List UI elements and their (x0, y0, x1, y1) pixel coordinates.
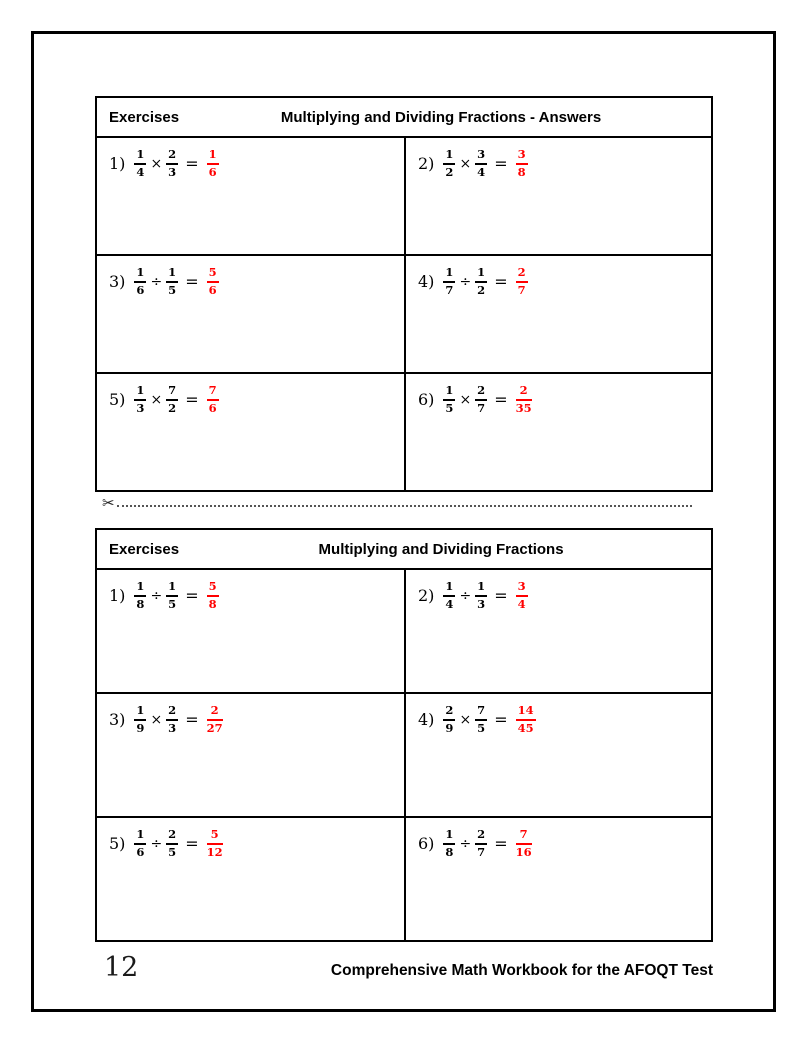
equation-4 (418, 704, 711, 736)
denominator: 7 (445, 282, 454, 297)
numerator: 7 (516, 828, 532, 845)
fraction-operand-2 (475, 580, 487, 612)
equals-sign: = (494, 834, 508, 854)
operator: ÷ (459, 835, 472, 852)
numerator: 1 (443, 580, 455, 597)
fraction-operand-1 (134, 266, 146, 298)
fraction-operand-2 (166, 384, 178, 416)
denominator: 8 (445, 844, 454, 859)
numerator: 1 (134, 384, 146, 401)
problem-number: 1) (109, 154, 126, 174)
answer-fraction (516, 384, 532, 416)
denominator: 2 (445, 164, 454, 179)
fraction-operand-2 (166, 580, 178, 612)
numerator: 2 (443, 704, 455, 721)
equation-1 (109, 148, 404, 180)
numerator: 3 (516, 580, 528, 597)
denominator: 6 (208, 282, 217, 297)
fraction-operand-1 (443, 384, 455, 416)
operator: × (150, 391, 163, 408)
answer-fraction (516, 266, 528, 298)
operator: ÷ (150, 273, 163, 290)
problem-number: 3) (109, 710, 126, 730)
answer-fraction (516, 580, 528, 612)
equals-sign: = (494, 154, 508, 174)
numerator: 3 (516, 148, 528, 165)
denominator: 8 (136, 596, 145, 611)
numerator: 2 (516, 384, 532, 401)
exercises-label: Exercises (109, 108, 180, 126)
problem-cell-1 (97, 138, 404, 254)
numerator: 7 (207, 384, 219, 401)
exercises-label: Exercises (109, 540, 180, 558)
table-row (97, 138, 711, 254)
problem-cell-5 (97, 374, 404, 490)
table-row (97, 254, 711, 372)
equation-6 (418, 384, 711, 416)
problem-cell-6 (404, 374, 711, 490)
problem-number: 3) (109, 272, 126, 292)
operator: ÷ (459, 587, 472, 604)
fraction-operand-1 (134, 704, 146, 736)
denominator: 9 (136, 720, 145, 735)
numerator: 1 (443, 148, 455, 165)
fraction-operand-2 (475, 384, 487, 416)
fraction-operand-1 (134, 148, 146, 180)
denominator: 4 (136, 164, 145, 179)
problem-cell-4 (404, 694, 711, 816)
denominator: 9 (445, 720, 454, 735)
numerator: 1 (443, 384, 455, 401)
denominator: 6 (136, 844, 145, 859)
fraction-operand-1 (443, 266, 455, 298)
denominator: 5 (477, 720, 486, 735)
numerator: 2 (166, 148, 178, 165)
problem-number: 5) (109, 390, 126, 410)
answer-fraction (207, 266, 219, 298)
problem-cell-5 (97, 818, 404, 940)
numerator: 1 (207, 148, 219, 165)
denominator: 4 (445, 596, 454, 611)
numerator: 1 (134, 828, 146, 845)
equals-sign: = (494, 272, 508, 292)
fraction-operand-2 (166, 828, 178, 860)
dotted-line (117, 505, 692, 507)
equals-sign: = (185, 586, 199, 606)
fraction-operand-2 (475, 704, 487, 736)
scissors-icon: ✂ (102, 494, 115, 512)
problem-number: 2) (418, 154, 435, 174)
equals-sign: = (494, 710, 508, 730)
operator: ÷ (150, 587, 163, 604)
cut-line (102, 494, 692, 512)
answer-fraction (516, 704, 536, 736)
operator: × (150, 155, 163, 172)
numerator: 3 (475, 148, 487, 165)
problem-number: 2) (418, 586, 435, 606)
operator: × (150, 711, 163, 728)
table-row (97, 816, 711, 940)
numerator: 5 (207, 266, 219, 283)
denominator: 27 (206, 720, 223, 735)
denominator: 6 (208, 400, 217, 415)
table-row (97, 372, 711, 490)
numerator: 2 (166, 704, 178, 721)
answer-fraction (207, 580, 219, 612)
denominator: 3 (477, 596, 486, 611)
exercises-table (95, 528, 713, 942)
fraction-operand-2 (475, 266, 487, 298)
denominator: 3 (168, 720, 177, 735)
denominator: 7 (477, 400, 486, 415)
exercises-table-header (97, 530, 711, 570)
answer-fraction (207, 828, 223, 860)
denominator: 4 (517, 596, 526, 611)
numerator: 2 (516, 266, 528, 283)
problem-cell-2 (404, 570, 711, 692)
fraction-operand-2 (166, 148, 178, 180)
problem-number: 6) (418, 834, 435, 854)
operator: × (459, 155, 472, 172)
numerator: 1 (166, 266, 178, 283)
equation-2 (418, 580, 711, 612)
fraction-operand-2 (166, 266, 178, 298)
equation-4 (418, 266, 711, 298)
numerator: 7 (475, 704, 487, 721)
problem-cell-6 (404, 818, 711, 940)
equation-5 (109, 828, 404, 860)
problem-number: 4) (418, 710, 435, 730)
answer-fraction (207, 148, 219, 180)
equals-sign: = (185, 272, 199, 292)
equals-sign: = (185, 154, 199, 174)
fraction-operand-1 (134, 580, 146, 612)
equation-1 (109, 580, 404, 612)
fraction-operand-1 (443, 148, 455, 180)
page-number: 12 (104, 952, 139, 983)
problem-cell-4 (404, 256, 711, 372)
numerator: 7 (166, 384, 178, 401)
equals-sign: = (494, 586, 508, 606)
numerator: 1 (166, 580, 178, 597)
numerator: 14 (516, 704, 536, 721)
problem-cell-3 (97, 694, 404, 816)
answer-fraction (516, 828, 532, 860)
operator: ÷ (150, 835, 163, 852)
fraction-operand-2 (166, 704, 178, 736)
denominator: 45 (517, 720, 534, 735)
fraction-operand-1 (443, 580, 455, 612)
denominator: 6 (136, 282, 145, 297)
equals-sign: = (185, 390, 199, 410)
fraction-operand-2 (475, 148, 487, 180)
equals-sign: = (185, 710, 199, 730)
denominator: 6 (208, 164, 217, 179)
denominator: 4 (477, 164, 486, 179)
equation-6 (418, 828, 711, 860)
numerator: 1 (443, 828, 455, 845)
denominator: 5 (168, 844, 177, 859)
numerator: 1 (134, 266, 146, 283)
fraction-operand-2 (475, 828, 487, 860)
denominator: 3 (136, 400, 145, 415)
problem-cell-2 (404, 138, 711, 254)
equation-2 (418, 148, 711, 180)
answers-table-header (97, 98, 711, 138)
equation-3 (109, 704, 404, 736)
numerator: 1 (134, 580, 146, 597)
numerator: 2 (207, 704, 223, 721)
operator: ÷ (459, 273, 472, 290)
numerator: 1 (134, 704, 146, 721)
denominator: 35 (515, 400, 532, 415)
problem-number: 6) (418, 390, 435, 410)
denominator: 8 (517, 164, 526, 179)
operator: × (459, 711, 472, 728)
numerator: 1 (475, 266, 487, 283)
numerator: 1 (443, 266, 455, 283)
problem-number: 4) (418, 272, 435, 292)
denominator: 2 (477, 282, 486, 297)
denominator: 8 (208, 596, 217, 611)
denominator: 7 (477, 844, 486, 859)
footer-title: Comprehensive Math Workbook for the AFOQT Test (330, 962, 713, 979)
exercises-table-title: Multiplying and Dividing Fractions (318, 540, 564, 558)
fraction-operand-1 (443, 828, 455, 860)
denominator: 16 (515, 844, 532, 859)
numerator: 2 (475, 384, 487, 401)
numerator: 5 (207, 580, 219, 597)
answer-fraction (516, 148, 528, 180)
answers-table (95, 96, 713, 492)
denominator: 7 (517, 282, 526, 297)
equals-sign: = (494, 390, 508, 410)
denominator: 5 (168, 282, 177, 297)
operator: × (459, 391, 472, 408)
fraction-operand-1 (134, 384, 146, 416)
equals-sign: = (185, 834, 199, 854)
denominator: 3 (168, 164, 177, 179)
answer-fraction (207, 704, 223, 736)
table-row (97, 570, 711, 692)
equation-5 (109, 384, 404, 416)
fraction-operand-1 (134, 828, 146, 860)
answers-table-title: Multiplying and Dividing Fractions - Answers (280, 108, 602, 126)
fraction-operand-1 (443, 704, 455, 736)
numerator: 2 (475, 828, 487, 845)
equation-3 (109, 266, 404, 298)
numerator: 1 (475, 580, 487, 597)
denominator: 2 (168, 400, 177, 415)
denominator: 5 (445, 400, 454, 415)
numerator: 5 (207, 828, 223, 845)
denominator: 5 (168, 596, 177, 611)
problem-number: 1) (109, 586, 126, 606)
problem-number: 5) (109, 834, 126, 854)
numerator: 1 (134, 148, 146, 165)
table-row (97, 692, 711, 816)
problem-cell-1 (97, 570, 404, 692)
problem-cell-3 (97, 256, 404, 372)
answer-fraction (207, 384, 219, 416)
denominator: 12 (206, 844, 223, 859)
numerator: 2 (166, 828, 178, 845)
